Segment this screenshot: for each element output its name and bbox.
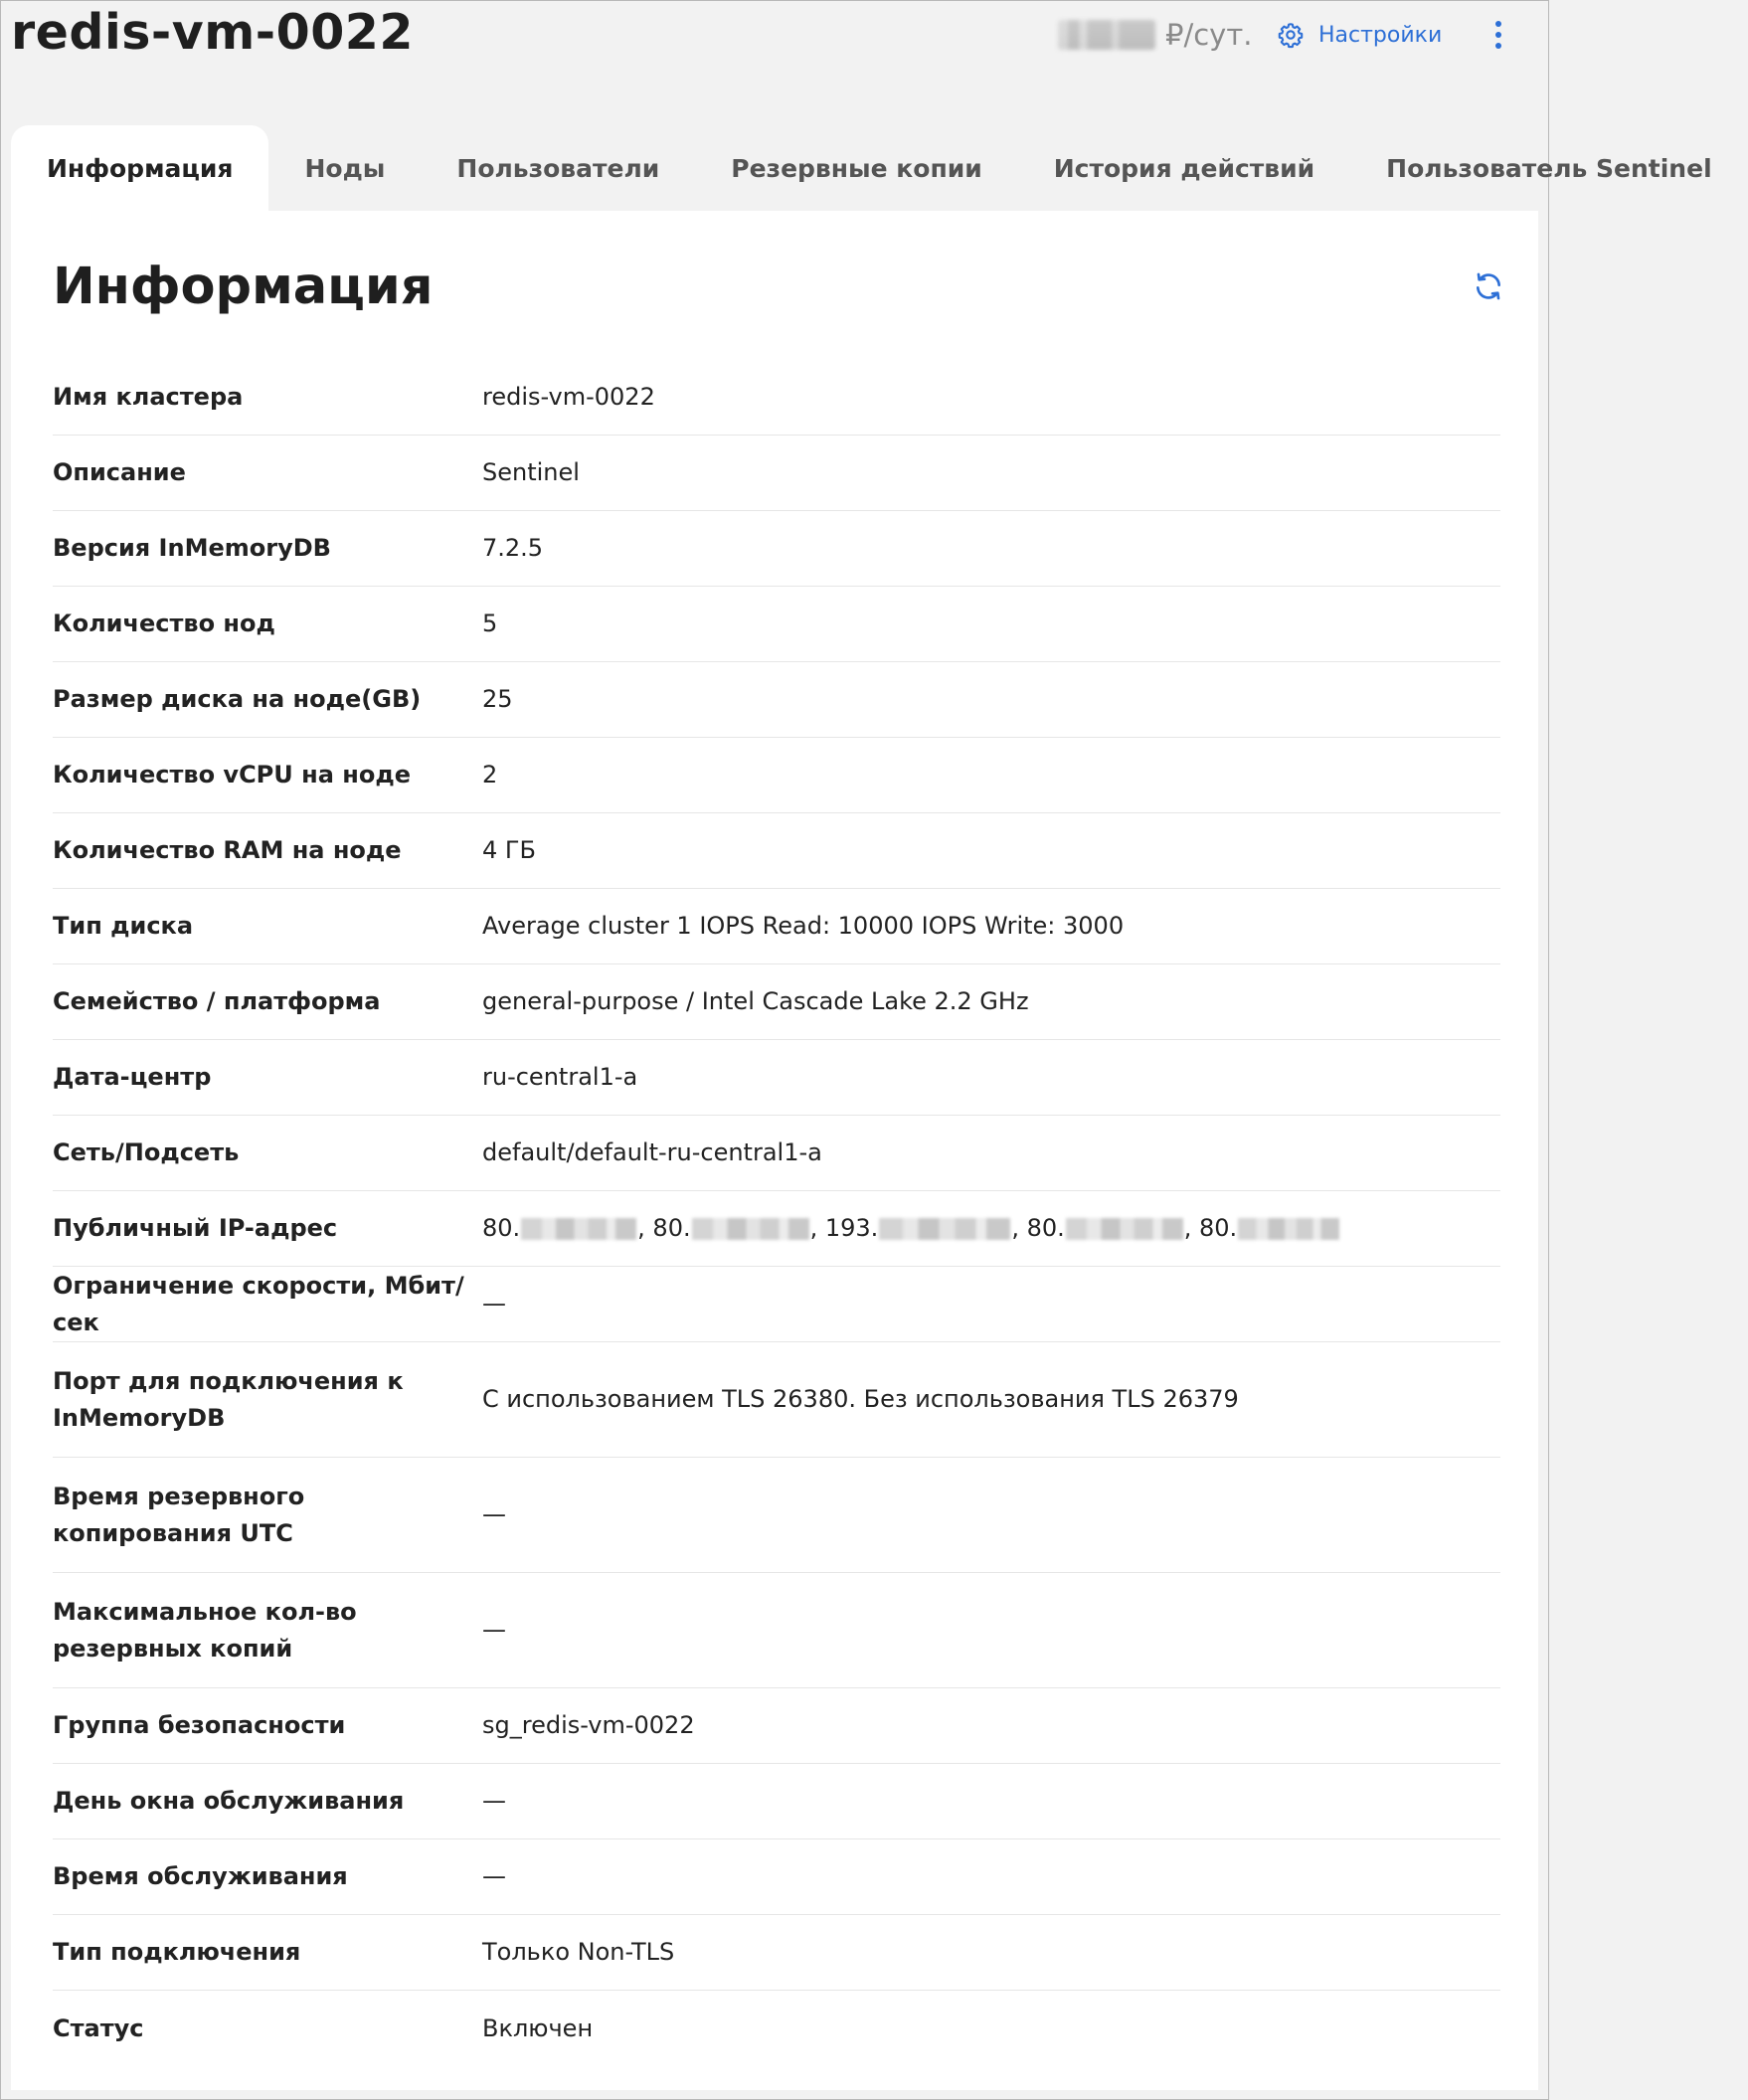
row-label: Сеть/Подсеть <box>53 1138 240 1166</box>
kebab-dot <box>1495 32 1501 38</box>
row-label: Публичный IP-адрес <box>53 1214 338 1242</box>
price-per-day <box>1058 15 1252 55</box>
row-label: Статус <box>53 2013 144 2042</box>
ip-prefix: , 80. <box>637 1214 691 1242</box>
tab-sentinel-user[interactable]: Пользователь Sentinel <box>1386 153 1712 183</box>
info-row-maintenance-time <box>53 1839 1500 1915</box>
kebab-dot <box>1495 21 1501 27</box>
row-label: Имя кластера <box>53 383 244 411</box>
ip-prefix: , 80. <box>1011 1214 1065 1242</box>
gear-icon <box>1277 21 1305 49</box>
info-row-cluster-name <box>53 360 1500 436</box>
row-value: Только Non-TLS <box>482 1938 675 1966</box>
ip-prefix: , 80. <box>1183 1214 1238 1242</box>
info-row-status <box>53 1991 1500 2066</box>
ip-prefix: 80. <box>482 1214 521 1242</box>
row-label: Версия InMemoryDB <box>53 534 331 562</box>
public-ip-list <box>482 1210 1500 1247</box>
row-label: Порт для подключения к InMemoryDB <box>53 1366 404 1432</box>
row-label: Описание <box>53 458 186 486</box>
info-row-public-ip <box>53 1191 1500 1267</box>
info-row-ram <box>53 813 1500 889</box>
row-label: Количество нод <box>53 610 275 637</box>
kebab-dot <box>1495 43 1501 49</box>
info-row-platform <box>53 964 1500 1040</box>
info-row-connection-type <box>53 1915 1500 1991</box>
info-row-disk-type <box>53 889 1500 964</box>
row-value: redis-vm-0022 <box>482 383 655 411</box>
row-label: Дата-центр <box>53 1063 212 1091</box>
row-label: Количество vCPU на ноде <box>53 761 411 788</box>
info-row-disk-size <box>53 662 1500 738</box>
price-value-redacted <box>1058 20 1155 50</box>
status-value: Включен <box>482 2013 594 2042</box>
row-value: — <box>482 1500 506 1528</box>
info-row-backup-time <box>53 1458 1500 1573</box>
row-label: Количество RAM на ноде <box>53 836 402 864</box>
tab-users[interactable]: Пользователи <box>456 153 660 183</box>
ip-redacted <box>879 1218 1010 1240</box>
settings-button[interactable] <box>1277 15 1442 55</box>
tab-bar <box>11 125 1748 211</box>
row-value: 25 <box>482 685 513 713</box>
row-value: Sentinel <box>482 458 580 486</box>
row-value: Average cluster 1 IOPS Read: 10000 IOPS Write: 3000 <box>482 912 1125 940</box>
row-value: general-purpose / Intel Cascade Lake 2.2 GHz <box>482 987 1029 1015</box>
settings-label: Настройки <box>1318 22 1443 48</box>
row-label: Размер диска на ноде(GB) <box>53 685 422 713</box>
info-row-speed-limit <box>53 1267 1500 1342</box>
row-value: — <box>482 1290 506 1317</box>
info-row-description <box>53 436 1500 511</box>
info-row-vcpu <box>53 738 1500 813</box>
info-row-datacenter <box>53 1040 1500 1116</box>
info-row-maintenance-day <box>53 1764 1500 1839</box>
row-value: — <box>482 1862 506 1890</box>
row-value: 7.2.5 <box>482 534 544 562</box>
row-value: 2 <box>482 761 498 788</box>
ip-prefix: , 193. <box>809 1214 879 1242</box>
tab-nodes[interactable]: Ноды <box>304 153 386 183</box>
cluster-title: redis-vm-0022 <box>11 4 414 61</box>
header-bar <box>1 1 1548 120</box>
ip-redacted <box>692 1218 809 1240</box>
row-label: Тип диска <box>53 912 194 940</box>
row-value: ru-central1-a <box>482 1063 638 1091</box>
page-title: Информация <box>53 258 434 316</box>
info-row-max-backups <box>53 1573 1500 1688</box>
row-label: Время резервного копирования UTC <box>53 1482 305 1547</box>
refresh-icon[interactable] <box>1473 270 1504 302</box>
row-value: — <box>482 1616 506 1644</box>
row-label: Семейство / платформа <box>53 987 381 1015</box>
info-row-port <box>53 1342 1500 1458</box>
row-value: С использованием TLS 26380. Без использования TLS 26379 <box>482 1385 1239 1413</box>
price-unit: ₽/сут. <box>1165 18 1253 52</box>
info-table <box>53 360 1500 2066</box>
tab-info[interactable]: Информация <box>11 125 268 211</box>
tab-history[interactable]: История действий <box>1053 153 1315 183</box>
row-value: sg_redis-vm-0022 <box>482 1711 695 1739</box>
row-label: Тип подключения <box>53 1938 301 1966</box>
kebab-menu-icon[interactable] <box>1485 15 1512 55</box>
info-row-network <box>53 1116 1500 1191</box>
row-label: День окна обслуживания <box>53 1787 405 1815</box>
row-value: default/default-ru-central1-a <box>482 1138 822 1166</box>
row-label: Время обслуживания <box>53 1862 348 1890</box>
row-value: 4 ГБ <box>482 836 536 864</box>
row-value: — <box>482 1787 506 1815</box>
row-label: Группа безопасности <box>53 1711 346 1739</box>
row-label: Максимальное кол-во резервных копий <box>53 1597 357 1662</box>
info-panel <box>11 211 1538 2090</box>
row-value: 5 <box>482 610 498 637</box>
info-row-node-count <box>53 587 1500 662</box>
ip-redacted <box>521 1218 636 1240</box>
ip-redacted <box>1238 1218 1339 1240</box>
info-row-version <box>53 511 1500 587</box>
info-row-security-group <box>53 1688 1500 1764</box>
row-label: Ограничение скорости, Мбит/сек <box>53 1271 464 1336</box>
tab-backups[interactable]: Резервные копии <box>731 153 982 183</box>
ip-redacted <box>1066 1218 1183 1240</box>
